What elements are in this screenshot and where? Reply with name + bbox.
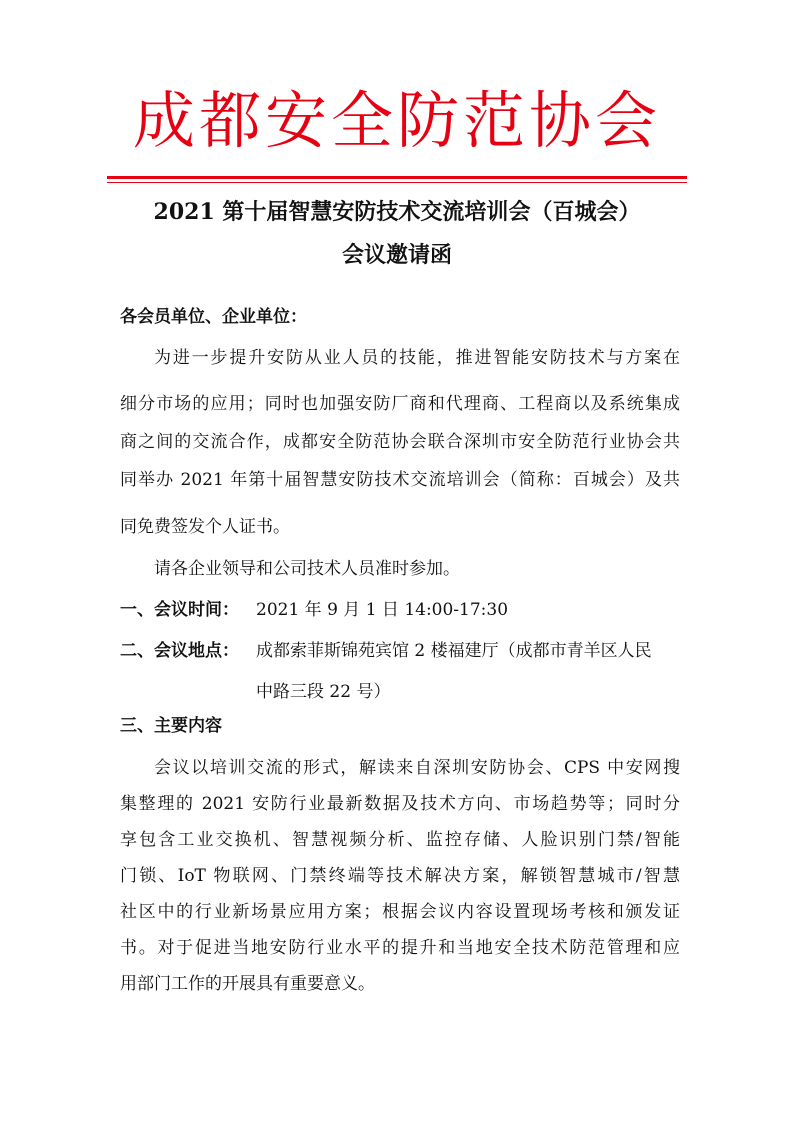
meeting-location-label: 二、会议地点： <box>120 641 239 661</box>
intro-paragraph-line: 同举办 2021 年第十届智慧安防技术交流培训会（简称：百城会）及共 <box>120 470 680 490</box>
header-divider-thick <box>107 176 687 179</box>
content-paragraph-line: 门锁、IoT 物联网、门禁终端等技术解决方案，解锁智慧城市/智慧 <box>120 866 680 886</box>
invite-line: 请各企业领导和公司技术人员准时参加。 <box>154 559 460 579</box>
header-divider-thin <box>107 182 687 183</box>
document-title: 2021 第十届智慧安防技术交流培训会（百城会） <box>153 199 641 225</box>
organization-title: 成都安全防范协会 <box>132 84 661 157</box>
content-paragraph-line: 书。对于促进当地安防行业水平的提升和当地安全技术防范管理和应 <box>120 938 680 958</box>
content-paragraph-line: 社区中的行业新场景应用方案；根据会议内容设置现场考核和颁发证 <box>120 902 680 922</box>
intro-paragraph-line: 同免费签发个人证书。 <box>120 517 290 537</box>
meeting-time-value: 2021 年 9 月 1 日 14:00-17:30 <box>256 600 509 620</box>
meeting-time-label: 一、会议时间： <box>120 600 239 620</box>
meeting-location-value-continued: 中路三段 22 号） <box>256 682 391 702</box>
intro-paragraph-line: 商之间的交流合作，成都安全防范协会联合深圳市安全防范行业协会共 <box>120 432 680 452</box>
content-paragraph-line: 享包含工业交换机、智慧视频分析、监控存储、人脸识别门禁/智能 <box>120 830 680 850</box>
intro-paragraph-line: 为进一步提升安防从业人员的技能，推进智能安防技术与方案在 <box>154 348 680 368</box>
content-paragraph-line: 会议以培训交流的形式，解读来自深圳安防协会、CPS 中安网搜 <box>154 758 680 778</box>
document-subtitle: 会议邀请函 <box>341 242 452 268</box>
salutation: 各会员单位、企业单位： <box>120 307 307 327</box>
meeting-location-value: 成都索菲斯锦苑宾馆 2 楼福建厅（成都市青羊区人民 <box>256 641 652 661</box>
main-content-label: 三、主要内容 <box>120 716 222 736</box>
content-paragraph-line: 用部门工作的开展具有重要意义。 <box>120 974 375 994</box>
content-paragraph-line: 集整理的 2021 安防行业最新数据及技术方向、市场趋势等；同时分 <box>120 794 680 814</box>
intro-paragraph-line: 细分市场的应用；同时也加强安防厂商和代理商、工程商以及系统集成 <box>120 394 680 414</box>
